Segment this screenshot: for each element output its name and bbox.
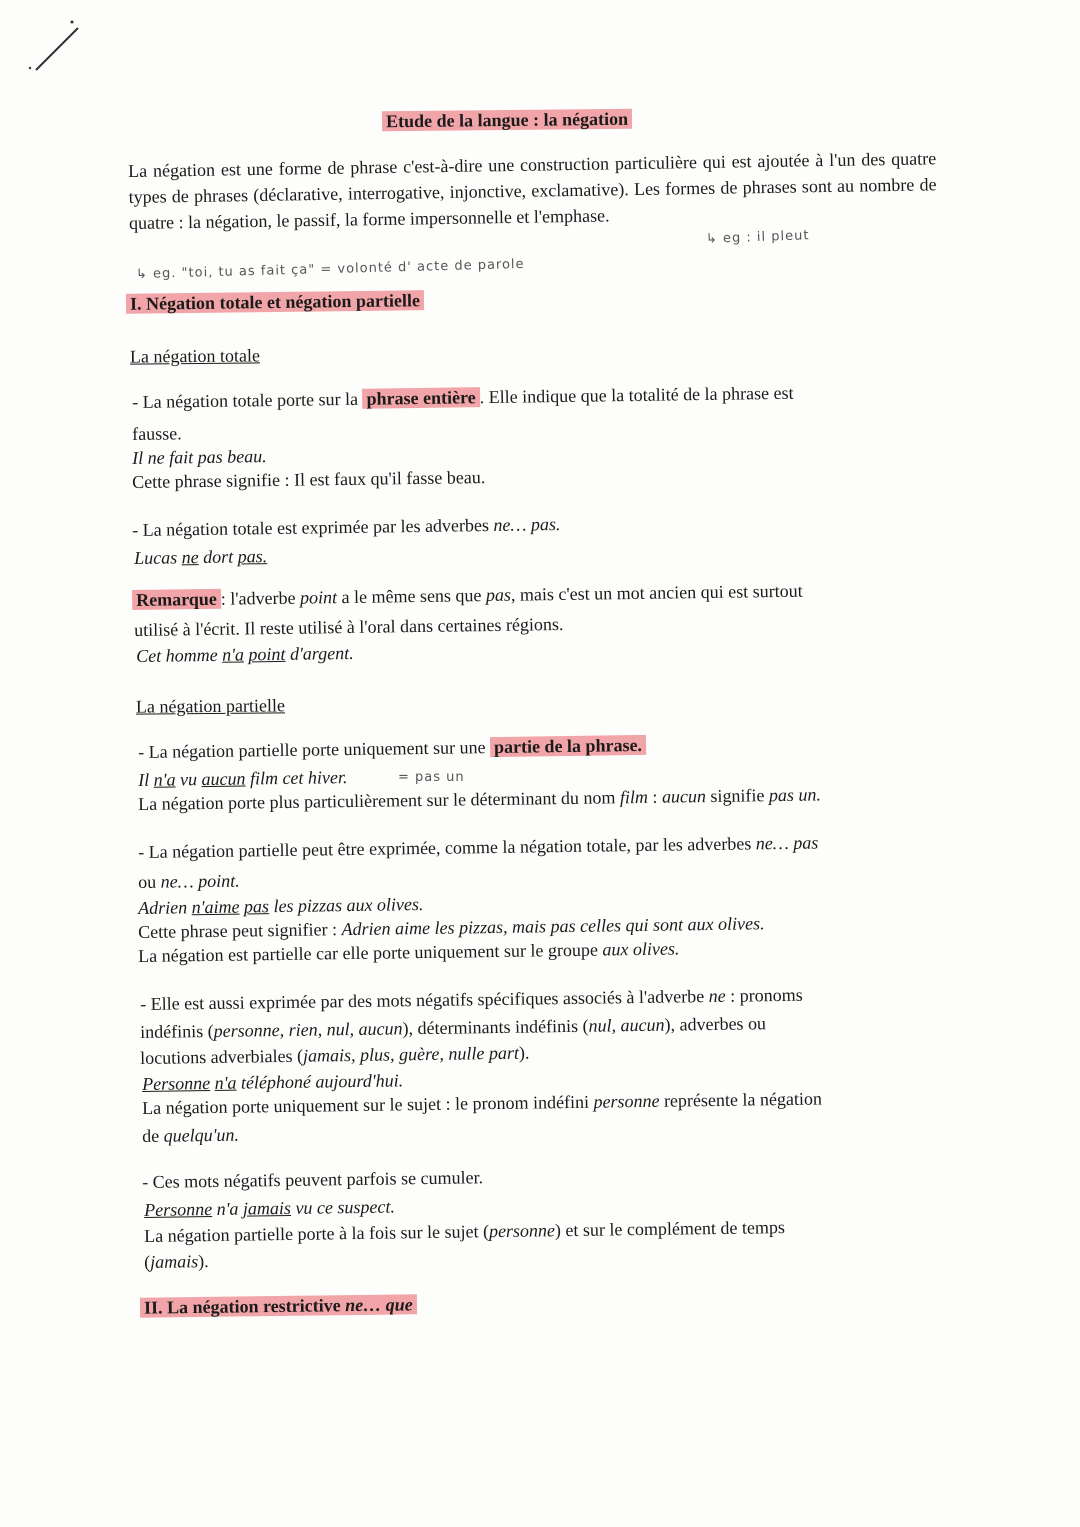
partielle-example-1-explanation: La négation porte plus particulièrement sur le déterminant du nom film : aucun signifie pas un. — [138, 784, 822, 814]
subtitle-negation-partielle: La négation partielle — [135, 695, 286, 717]
pencil-mark — [28, 18, 88, 78]
partielle-example-2-explanation-2: La négation est partielle car elle porte uniquement sur le groupe aux olives. — [138, 938, 680, 966]
partielle-example-3-explanation: La négation porte uniquement sur le sujet : le pronom indéfini personne représente la négation — [142, 1088, 823, 1118]
handwritten-note-impersonal: ↳ eg : il pleut — [705, 228, 810, 247]
remarque-label: Remarque — [132, 589, 221, 610]
highlight-phrase-entiere: phrase entière — [362, 387, 479, 409]
totale-paragraph-2: - La négation totale est exprimée par les adverbes ne… pas. — [132, 514, 561, 540]
partielle-paragraph-1: - La négation partielle porte uniquement sur une partie de la phrase. — [138, 735, 646, 763]
partielle-example-1: Il n'a vu aucun film cet hiver. — [138, 767, 348, 790]
partielle-paragraph-3-line-3: locutions adverbiales (jamais, plus, guère, nulle part). — [140, 1042, 530, 1068]
partielle-example-3-explanation-2: de quelqu'un. — [142, 1124, 240, 1146]
section-2-heading: II. La négation restrictive ne… que — [140, 1294, 417, 1318]
handwritten-note-emphasis: ↳ eg. "toi, tu as fait ça" = volonté d' acte de parole — [135, 256, 525, 283]
partielle-paragraph-2-cont: ou ne… point. — [138, 870, 240, 892]
partielle-paragraph-3-line-2: indéfinis (personne, rien, nul, aucun), déterminants indéfinis (nul, aucun), adverbes ou — [140, 1013, 767, 1042]
highlight-partie-de-la-phrase: partie de la phrase. — [490, 735, 646, 757]
partielle-example-2-explanation: Cette phrase peut signifier : Adrien aime les pizzas, mais pas celles qui sont aux olives. — [138, 913, 765, 942]
partielle-paragraph-4: - Ces mots négatifs peuvent parfois se cumuler. — [142, 1167, 484, 1192]
totale-paragraph-1-cont: fausse. — [132, 423, 182, 444]
handwritten-note-pas-un: = pas un — [398, 770, 465, 785]
partielle-example-4-explanation-2: (jamais). — [144, 1251, 209, 1272]
totale-example-2: Lucas ne dort pas. — [134, 546, 268, 568]
page-title: Etude de la langue : la négation — [382, 109, 632, 133]
totale-paragraph-1: - La négation totale porte sur la phrase entière . Elle indique que la totalité de la phrase est — [132, 382, 794, 412]
totale-example-1-explanation: Cette phrase signifie : Il est faux qu'il fasse beau. — [132, 467, 486, 492]
partielle-paragraph-2: - La négation partielle peut être exprimée, comme la négation totale, par les adverbes ne… pas — [138, 832, 819, 862]
partielle-example-4: Personne n'a jamais vu ce suspect. — [144, 1196, 396, 1220]
remarque-line-2: utilisé à l'écrit. Il reste utilisé à l'oral dans certaines régions. — [134, 614, 564, 640]
partielle-example-2: Adrien n'aime pas les pizzas aux olives. — [138, 894, 424, 918]
subtitle-negation-totale: La négation totale — [129, 345, 261, 367]
remarque-paragraph: Remarque : l'adverbe point a le même sens que pas, mais c'est un mot ancien qui est surtout — [132, 581, 803, 611]
remarque-example: Cet homme n'a point d'argent. — [136, 642, 354, 666]
intro-paragraph: La négation est une forme de phrase c'est-à-dire une construction particulière qui est ajoutée à l'un des quatre types de phrases (déclarative, interrogative, injonctive, exclamative). Les formes de phrases sont au nombre de quatre : la négation, le passif, la forme impersonnelle et l'emphase. — [128, 148, 937, 233]
partielle-example-4-explanation: La négation partielle porte à la fois sur le sujet (personne) et sur le complément de temps — [144, 1217, 786, 1246]
section-1-heading: I. Négation totale et négation partielle — [126, 290, 424, 315]
partielle-example-3: Personne n'a téléphoné aujourd'hui. — [142, 1070, 404, 1094]
partielle-paragraph-3: - Elle est aussi exprimée par des mots négatifs spécifiques associés à l'adverbe ne : pronoms — [140, 984, 803, 1014]
totale-example-1: Il ne fait pas beau. — [132, 446, 267, 468]
